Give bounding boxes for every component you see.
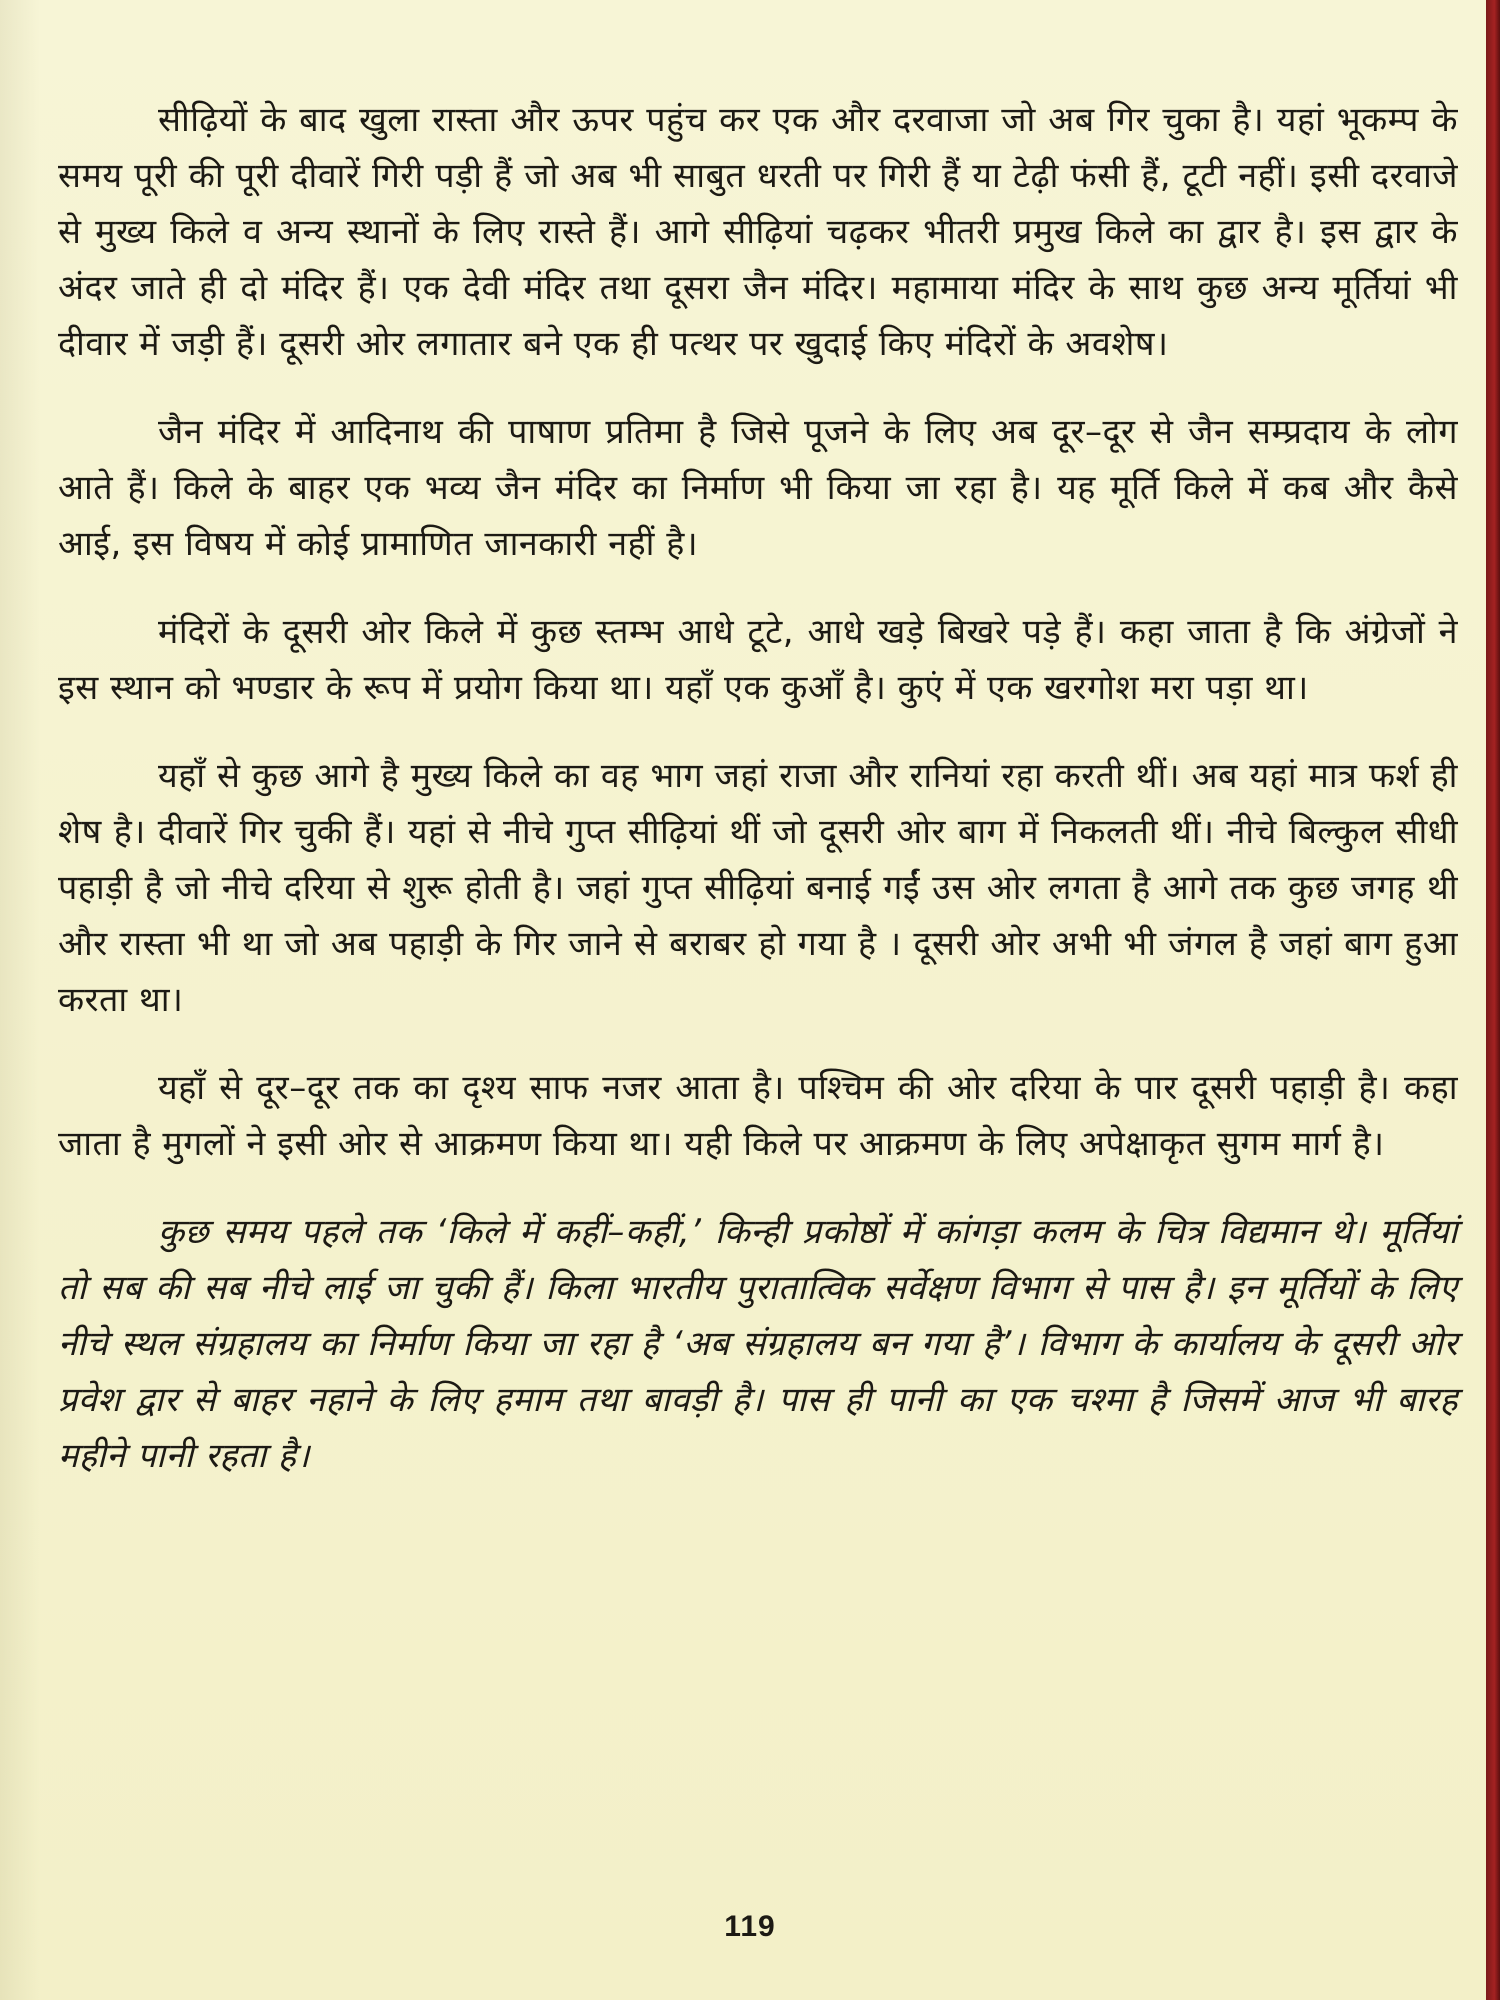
body-text (58, 92, 1458, 1516)
book-binding-edge (1486, 0, 1500, 2000)
paragraph-2: जैन मंदिर में आदिनाथ की पाषाण प्रतिमा है जिसे पूजने के लिए अब दूर–दूर से जैन सम्प्रदाय के लोग आते हैं। किले के बाहर एक भव्य जैन मंदिर का निर्माण भी किया जा रहा है। यह मूर्ति किले में कब और कैसे आई, इस विषय में कोई प्रामाणित जानकारी नहीं है। (58, 412, 1458, 564)
paragraph-4: यहाँ से कुछ आगे है मुख्य किले का वह भाग जहां राजा और रानियां रहा करती थीं। अब यहां मात्र फर्श ही शेष है। दीवारें गिर चुकी हैं। यहां से नीचे गुप्त सीढ़ियां थीं जो दूसरी ओर बाग में निकलती थीं। नीचे बिल्कुल सीधी पहाड़ी है जो नीचे दरिया से शुरू होती है। जहां गुप्त सीढ़ियां बनाई गईं उस ओर लगता है आगे तक कुछ जगह थी और रास्ता भी था जो अब पहाड़ी के गिर जाने से बराबर हो गया है । दूसरी ओर अभी भी जंगल है जहां बाग हुआ करता था। (58, 756, 1458, 1020)
paragraph-6: कुछ समय पहले तक ‘किले में कहीं–कहीं,’ किन्ही प्रकोष्ठों में कांगड़ा कलम के चित्र विद्यमान थे। मूर्तियां तो सब की सब नीचे लाई जा चुकी हैं। किला भारतीय पुरातात्विक सर्वेक्षण विभाग से पास है। इन मूर्तियों के लिए नीचे स्थल संग्रहालय का निर्माण किया जा रहा है ‘अब संग्रहालय बन गया है’। विभाग के कार्यालय के दूसरी ओर प्रवेश द्वार से बाहर नहाने के लिए हमाम तथा बावड़ी है। पास ही पानी का एक चश्मा है जिसमें आज भी बारह महीने पानी रहता है। (58, 1212, 1458, 1476)
paragraph-3: मंदिरों के दूसरी ओर किले में कुछ स्तम्भ आधे टूटे, आधे खड़े बिखरे पड़े हैं। कहा जाता है कि अंग्रेजों ने इस स्थान को भण्डार के रूप में प्रयोग किया था। यहाँ एक कुआँ है। कुएं में एक खरगोश मरा पड़ा था। (58, 612, 1458, 708)
paragraph-1: सीढ़ियों के बाद खुला रास्ता और ऊपर पहुंच कर एक और दरवाजा जो अब गिर चुका है। यहां भूकम्प के समय पूरी की पूरी दीवारें गिरी पड़ी हैं जो अब भी साबुत धरती पर गिरी हैं या टेढ़ी फंसी हैं, टूटी नहीं। इसी दरवाजे से मुख्य किले व अन्य स्थानों के लिए रास्ते हैं। आगे सीढ़ियां चढ़कर भीतरी प्रमुख किले का द्वार है। इस द्वार के अंदर जाते ही दो मंदिर हैं। एक देवी मंदिर तथा दूसरा जैन मंदिर। महामाया मंदिर के साथ कुछ अन्य मूर्तियां भी दीवार में जड़ी हैं। दूसरी ओर लगातार बने एक ही पत्थर पर खुदाई किए मंदिरों के अवशेष। (58, 100, 1458, 364)
page-number: 119 (724, 1910, 776, 1943)
paragraph-5: यहाँ से दूर–दूर तक का दृश्य साफ नजर आता है। पश्चिम की ओर दरिया के पार दूसरी पहाड़ी है। कहा जाता है मुगलों ने इसी ओर से आक्रमण किया था। यही किले पर आक्रमण के लिए अपेक्षाकृत सुगम मार्ग है। (58, 1068, 1458, 1164)
